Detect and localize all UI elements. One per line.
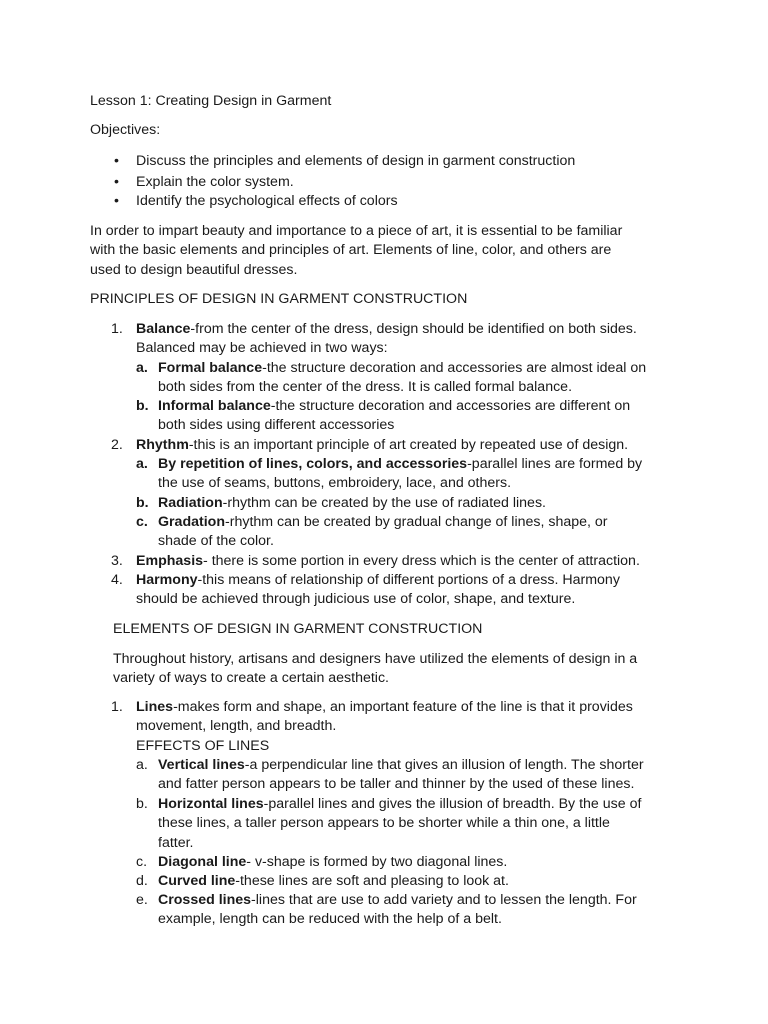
paragraph-line: variety of ways to create a certain aesthetic. [113,670,389,687]
list-number: 1. [111,699,123,715]
list-number: 2. [111,437,123,453]
item-text: movement, length, and breadth. [136,718,337,735]
sub-item-informal-balance [158,397,630,436]
effects-heading: EFFECTS OF LINES [136,737,270,754]
sub-item-gradation [158,513,608,552]
term: Gradation [158,514,226,530]
item-text: should be achieved through judicious use of color, shape, and texture. [136,591,576,608]
paragraph-line: In order to impart beauty and importance to a piece of art, it is essential to be familiar [90,223,623,239]
term: Emphasis [136,553,204,569]
objective-text: Identify the psychological effects of colors [136,193,398,209]
term: Horizontal lines [158,796,264,812]
bullet-icon: • [114,174,119,190]
term: Radiation [158,495,223,511]
item-text: -this is an important principle of art created by repeated use of design. [188,437,629,453]
sub-letter: a. [136,360,148,376]
principle-item-harmony [136,571,620,610]
sub-letter: c. [136,854,148,870]
sub-item-formal-balance [158,359,646,398]
item-text: -these lines are soft and pleasing to look at. [235,873,509,889]
lesson-title: Lesson 1: Creating Design in Garment [90,93,332,109]
sub-letter: a. [136,757,148,773]
term: Lines [136,699,174,715]
sub-letter: b. [136,398,149,414]
item-text: both sides from the center of the dress. It is called formal balance. [158,379,573,396]
principle-item-balance [136,320,637,359]
sub-item-crossed-lines [158,891,637,930]
sub-letter: a. [136,456,148,472]
term: By repetition of lines, colors, and accessories [158,456,468,472]
list-number: 3. [111,553,123,569]
item-text: - there is some portion in every dress which is the center of attraction. [203,553,640,569]
objectives-heading: Objectives: [90,122,161,138]
term: Crossed lines [158,892,252,908]
term: Balance [136,321,191,337]
elements-intro-paragraph [113,650,713,689]
list-number: 4. [111,572,123,588]
sub-item-radiation [158,494,546,513]
item-text: -this means of relationship of different portions of a dress. Harmony [197,572,620,588]
list-number: 1. [111,321,123,337]
item-text: -the structure decoration and accessories are different on [270,398,631,414]
bullet-icon: • [114,193,119,209]
item-text: and fatter person appears to be taller and thinner by the used of these lines. [158,776,635,793]
item-text: both sides using different accessories [158,417,395,434]
item-text: -from the center of the dress, design should be identified on both sides. [190,321,637,337]
item-text: the use of seams, buttons, embroidery, lace, and others. [158,475,512,492]
term: Curved line [158,873,236,889]
paragraph-line: with the basic elements and principles of art. Elements of line, color, and others are [90,242,612,259]
term: Informal balance [158,398,271,414]
item-text: -rhythm can be created by the use of radiated lines. [222,495,546,511]
item-text: fatter. [158,834,194,851]
sub-letter: d. [136,873,148,889]
term: Formal balance [158,360,263,376]
principle-item-rhythm [136,436,628,455]
elements-heading: ELEMENTS OF DESIGN IN GARMENT CONSTRUCTION [113,621,483,637]
sub-item-horizontal-lines [158,795,641,853]
term: Diagonal line [158,854,247,870]
sub-item-vertical-lines [158,756,644,795]
sub-item-diagonal-line [158,853,507,872]
item-text: -a perpendicular line that gives an illusion of length. The shorter [244,757,644,773]
sub-letter: e. [136,892,148,908]
principles-heading: PRINCIPLES OF DESIGN IN GARMENT CONSTRUCTION [90,291,468,307]
paragraph-line: Throughout history, artisans and designers have utilized the elements of design in a [113,651,638,667]
intro-paragraph [90,222,690,280]
item-text: Balanced may be achieved in two ways: [136,340,388,357]
sub-letter: c. [136,514,148,530]
sub-letter: b. [136,796,148,812]
bullet-icon: • [114,153,119,169]
item-text: -the structure decoration and accessories are almost ideal on [262,360,647,376]
item-text: shade of the color. [158,533,274,550]
element-item-lines [136,698,633,756]
item-text: -lines that are use to add variety and to lessen the length. For [251,892,637,908]
objective-text: Explain the color system. [136,174,294,190]
term: Vertical lines [158,757,245,773]
item-text: example, length can be reduced with the help of a belt. [158,911,502,928]
term: Rhythm [136,437,189,453]
item-text: -parallel lines are formed by [467,456,643,472]
sub-item-repetition [158,455,642,494]
principle-item-emphasis [136,552,640,571]
item-text: -rhythm can be created by gradual change of lines, shape, or [225,514,608,530]
sub-letter: b. [136,495,149,511]
item-text: -parallel lines and gives the illusion of breadth. By the use of [263,796,642,812]
sub-item-curved-line [158,872,509,891]
item-text: -makes form and shape, an important feature of the line is that it provides [173,699,633,715]
term: Harmony [136,572,198,588]
item-text: these lines, a taller person appears to be shorter while a thin one, a little [158,815,610,832]
objective-text: Discuss the principles and elements of design in garment construction [136,153,576,169]
item-text: - v-shape is formed by two diagonal lines. [246,854,508,870]
paragraph-line: used to design beautiful dresses. [90,261,298,278]
